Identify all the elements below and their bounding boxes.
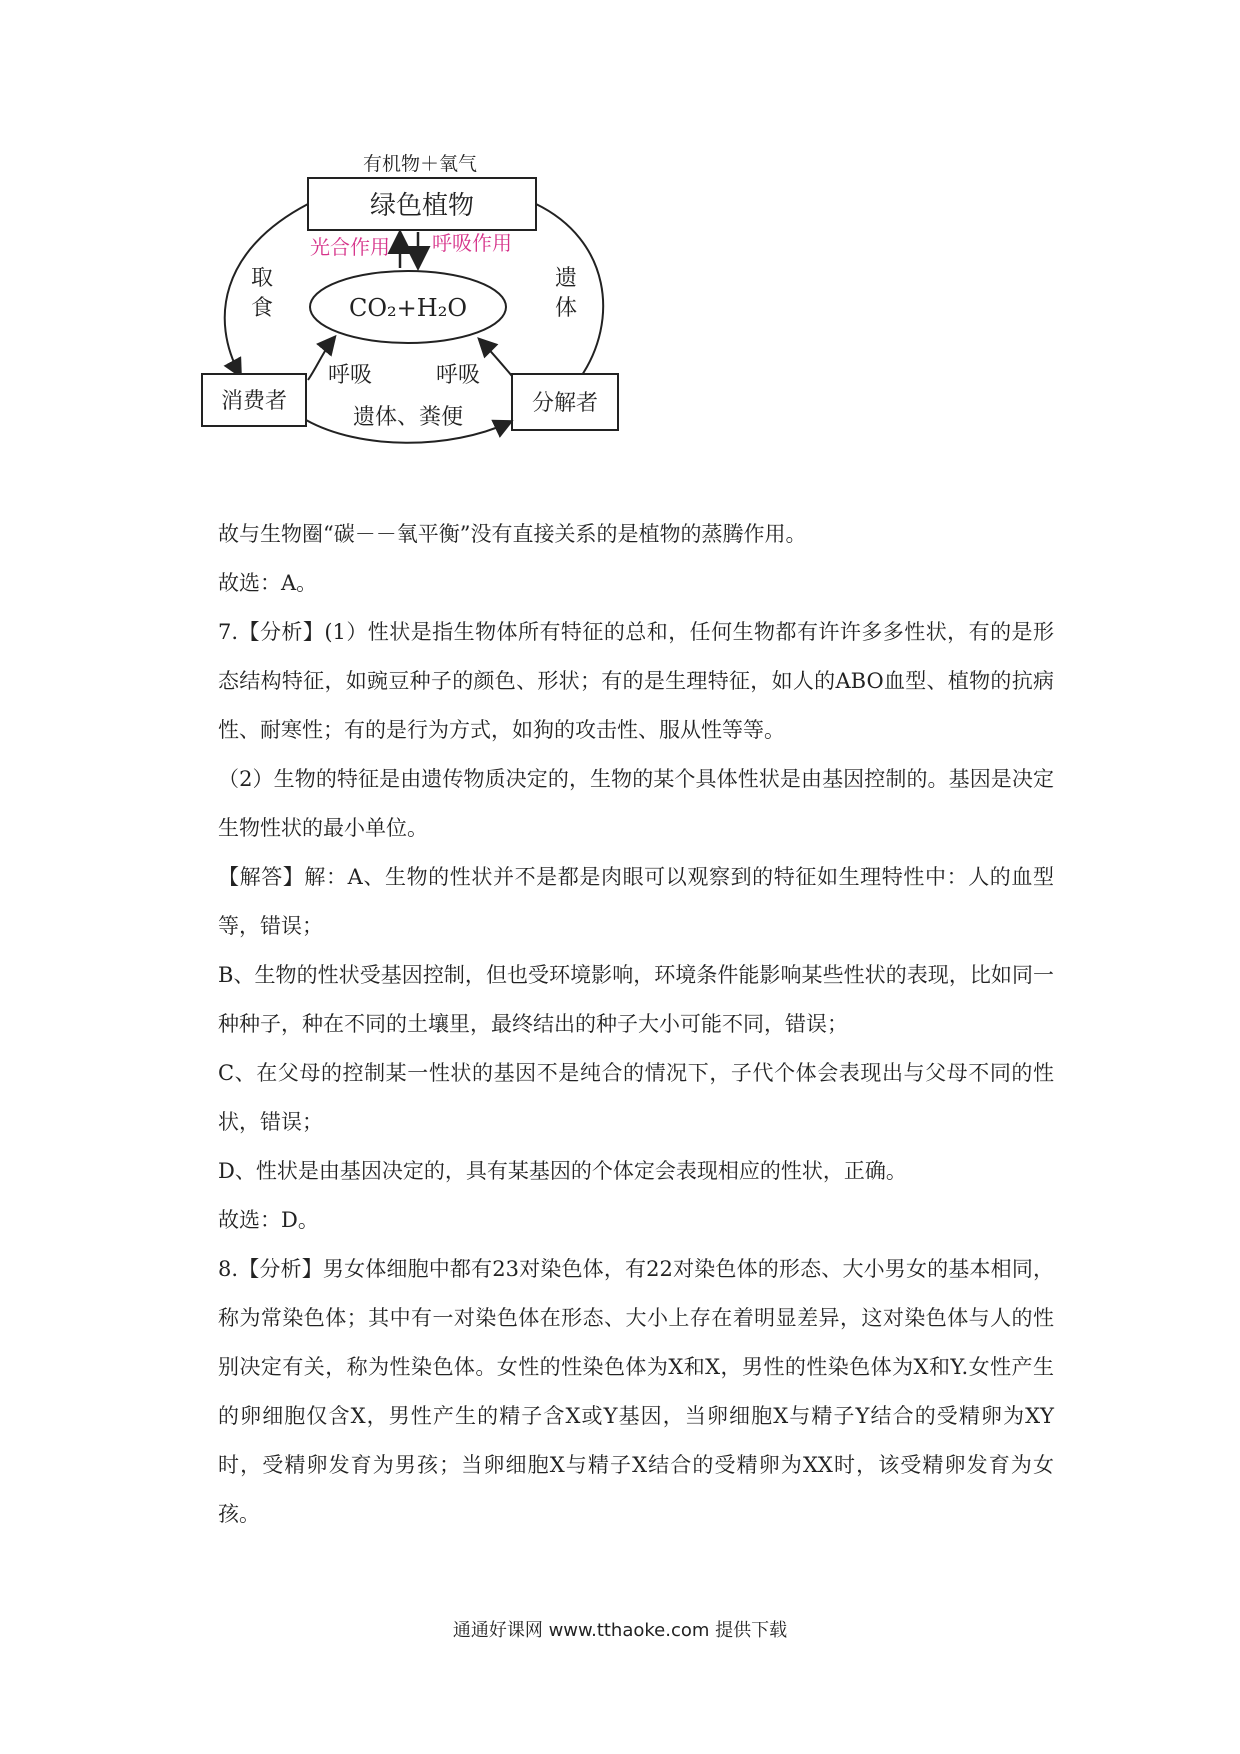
respiration-label: 呼吸作用 bbox=[432, 231, 512, 255]
paragraph: 【解答】解：A、生物的性状并不是都是肉眼可以观察到的特征如生理特性中：人的血型等，错误； bbox=[218, 865, 1054, 938]
bottom-label: 遗体、粪便 bbox=[352, 405, 464, 430]
decomposer-label: 分解者 bbox=[531, 391, 599, 416]
paragraph: 故选：A。 bbox=[218, 571, 318, 595]
photosynthesis-label: 光合作用 bbox=[310, 235, 390, 259]
paragraph: 8.【分析】男女体细胞中都有23对染色体，有22对染色体的形态、大小男女的基本相同，称为常染色体；其中有一对染色体在形态、大小上存在着明显差异，这对染色体与人的性别决定有关，称为性染色体。女性的性染色体为X和X，男性的性染色体为X和Y.女性产生的卵细胞仅含X，男性产生的精子含X或Y基因，当卵细胞X与精子Y结合的受精卵为XY时，受精卵发育为男孩；当卵细胞X与精子X结合的受精卵为XX时，该受精卵发育为女孩。 bbox=[218, 1257, 1054, 1526]
co2-label: CO₂+H₂O bbox=[349, 294, 467, 322]
remains-label-1: 遗 bbox=[554, 266, 578, 291]
decomposer-breath-arrow bbox=[480, 340, 512, 376]
top-label: 有机物＋氧气 bbox=[362, 153, 478, 175]
breath-right-label: 呼吸 bbox=[436, 363, 481, 388]
paragraph: D、性状是由基因决定的，具有某基因的个体定会表现相应的性状，正确。 bbox=[218, 1159, 907, 1183]
carbon-cycle-diagram bbox=[200, 150, 720, 500]
consumer-label: 消费者 bbox=[220, 389, 288, 414]
paragraph: C、在父母的控制某一性状的基因不是纯合的情况下，子代个体会表现出与父母不同的性状，错误； bbox=[218, 1061, 1054, 1134]
eat-label-2: 食 bbox=[250, 296, 274, 321]
paragraph: 故选：D。 bbox=[218, 1208, 319, 1232]
plant-label: 绿色植物 bbox=[369, 191, 475, 221]
remains-label-2: 体 bbox=[554, 296, 578, 321]
remains-curve bbox=[536, 204, 603, 378]
paragraph: B、生物的性状受基因控制，但也受环境影响，环境条件能影响某些性状的表现，比如同一种种子，种在不同的土壤里，最终结出的种子大小可能不同，错误； bbox=[218, 963, 1054, 1036]
document-body bbox=[218, 510, 1054, 1539]
paragraph: 故与生物圈“碳－－氧平衡”没有直接关系的是植物的蒸腾作用。 bbox=[218, 522, 807, 546]
paragraph: （2）生物的特征是由遗传物质决定的，生物的某个具体性状是由基因控制的。基因是决定生物性状的最小单位。 bbox=[218, 767, 1054, 840]
breath-left-label: 呼吸 bbox=[328, 363, 373, 388]
paragraph: 7.【分析】(1）性状是指生物体所有特征的总和，任何生物都有许许多多性状，有的是形态结构特征，如豌豆种子的颜色、形状；有的是生理特征，如人的ABO血型、植物的抗病性、耐寒性；有的是行为方式，如狗的攻击性、服从性等等。 bbox=[218, 620, 1054, 742]
eat-label-1: 取 bbox=[250, 266, 274, 291]
page-footer: 通通好课网 www.tthaoke.com 提供下载 bbox=[452, 1620, 788, 1641]
